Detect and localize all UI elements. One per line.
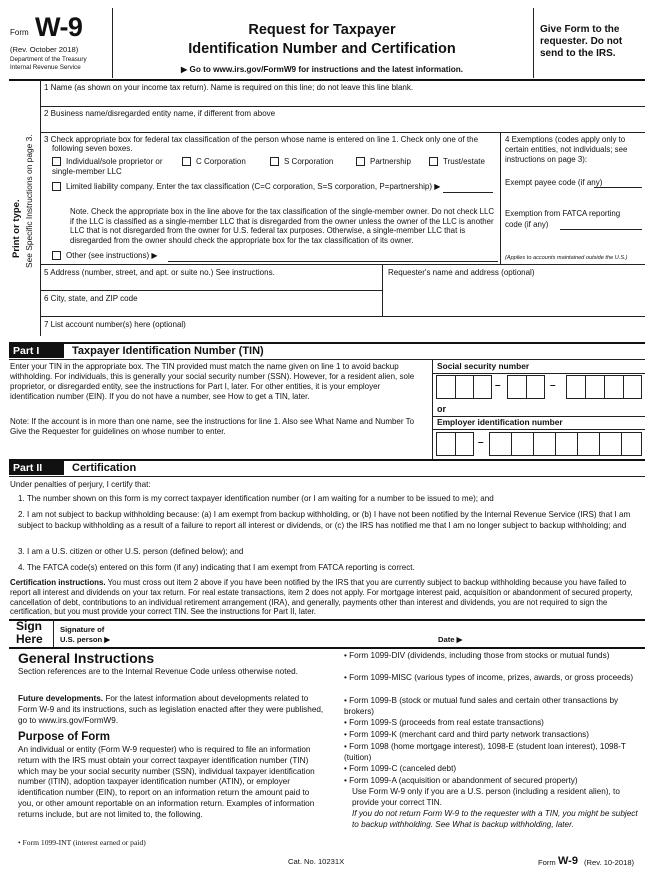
checkbox-s-corp[interactable]: S Corporation [270,157,333,166]
checkbox-box[interactable] [52,182,61,191]
catalog-number: Cat. No. 10231X [288,857,345,866]
cert-item-3: 3. I am a U.S. citizen or other U.S. person (defined below); and [18,547,244,556]
right-bullet-item: • Form 1099-S (proceeds from real estate transactions) [344,718,544,727]
checkbox-llc[interactable]: Limited liability company. Enter the tax classification (C=C corporation, S=S corporation, P=partnership) ▶ [52,182,440,191]
form-number: W-9 [35,12,83,42]
signature-label: Signature of [60,625,105,634]
cert-item-1: 1. The number shown on this form is my correct taxpayer identification number (or I am waiting for a number to be issued to me); and [18,494,494,503]
date-label: Date ▶ [438,635,463,644]
right-bullet-item: • Form 1099-A (acquisition or abandonment of secured property) [344,776,578,785]
llc-note: Note. Check the appropriate box in the line above for the tax classification of the single-member owner. Do not check LLC if the LLC is classified as a single-member LLC that is disregarded from the owner unless the owner of the LLC is another LLC that is not disregarded from the owner for U.S. federal tax purposes. Otherwise, a single-member LLC that is disregarded from the owner should check the appropriate box for the tax classification of its owner. [70,207,495,245]
future-developments: Future developments. For the latest information about developments related to Form W-9 and its instructions, such as legislation enacted after they were published, go to www.irs.gov/FormW9. [18,694,324,725]
line3-label-cont: following seven boxes. [52,144,133,153]
checkbox-trust-estate[interactable]: Trust/estate [429,157,485,166]
signature-field[interactable] [140,622,425,644]
general-title: General Instructions [18,650,155,666]
dept-treasury: Department of the Treasury [10,56,87,63]
purpose-title: Purpose of Form [18,731,111,743]
right-bullet-item: • Form 1099-MISC (various types of income, prizes, awards, or gross proceeds) [344,673,634,682]
right-bullet-item: • Form 1099-K (merchant card and third party network transactions) [344,730,589,739]
line1-label: 1 Name (as shown on your income tax return). Name is required on this line; do not leave this line blank. [44,83,414,92]
backup-withholding-note: If you do not return Form W-9 to the requester with a TIN, you might be subject to backup withholding. See What is backup withholding, later. [352,809,638,829]
exemptions-label: 4 Exemptions (codes apply only to certain entities, not individuals; see instructions on page 3): [505,135,628,164]
form-title-1: Request for Taxpayer [248,22,396,38]
requester-field[interactable] [384,278,644,314]
side-label-see-instructions: See Specific Instructions on page 3. [24,134,34,268]
requester-label: Requester's name and address (optional) [388,268,535,277]
us-person-label: U.S. person ▶ [60,635,111,644]
checkbox-box[interactable] [52,157,61,166]
right-bullet-item: • Form 1099-B (stock or mutual fund sales and certain other transactions by brokers) [344,696,619,716]
line7-label: 7 List account number(s) here (optional) [44,320,186,329]
business-name-field[interactable] [41,119,644,132]
address-field[interactable] [41,278,381,289]
cert-item-4: 4. The FATCA code(s) entered on this form (if any) indicating that I am exempt from FATCA reporting is correct. [18,563,415,572]
account-numbers-field[interactable] [41,329,644,339]
or-label: or [437,404,446,414]
fatca-field[interactable] [560,229,642,230]
ssn-serial-input[interactable] [566,375,642,399]
ssn-label: Social security number [437,361,530,371]
ssn-dash-1: – [495,380,501,391]
footer-form-number: W-9 [558,855,578,867]
right-bullet-item: • Form 1099-DIV (dividends, including those from stocks or mutual funds) [344,651,610,660]
goto-link[interactable]: ▶ Go to www.irs.gov/FormW9 for instructions and the latest information. [180,65,464,74]
side-label-print-type: Print or type. [11,199,22,258]
checkbox-box[interactable] [52,251,61,260]
ssn-dash-2: – [550,380,556,391]
use-w9-note: Use Form W-9 only if you are a U.S. person (including a resident alien), to provide your correct TIN. [352,787,620,807]
checkbox-box[interactable] [270,157,279,166]
checkbox-other[interactable]: Other (see instructions) ▶ [52,251,158,260]
fatca-label: Exemption from FATCA reporting code (if any) [505,209,621,229]
part1-label: Part I [9,344,64,358]
line5-label: 5 Address (number, street, and apt. or suite no.) See instructions. [44,268,275,277]
give-form-note: Give Form to the requester. Do not send to the IRS. [540,24,623,59]
part1-note: Note: If the account is in more than one name, see the instructions for line 1. Also see What Name and Number To Give the Requester for guidelines on whose number to enter. [10,417,415,436]
cert-instructions: Certification instructions. You must cross out item 2 above if you have been notified by the IRS that you are currently subject to backup withholding because you have failed to report all interest and dividends on your tax return. For real estate transactions, item 2 does not apply. For mortgage interest paid, acquisition or abandonment of secured property, cancellation of debt, contributions to an individual retirement arrangement (IRA), and generally, payments other than interest and dividends, you are not required to sign the certification, but you must provide your correct TIN. See the instructions for Part II, later. [10,578,633,617]
line3-label: 3 Check appropriate box for federal tax classification of the person whose name is entered on line 1. Check only one of the [44,135,479,144]
here-word: Here [16,632,43,646]
ein-label: Employer identification number [437,417,563,427]
irs-label: Internal Revenue Service [10,64,81,71]
city-state-zip-field[interactable] [41,303,381,315]
name-field[interactable] [41,93,644,106]
ein-prefix-input[interactable] [436,432,474,456]
right-bullet-item: • Form 1099-C (canceled debt) [344,764,457,773]
llc-tax-class-field[interactable] [443,192,493,193]
general-intro: Section references are to the Internal Revenue Code unless otherwise noted. [18,667,298,676]
part2-label: Part II [9,461,64,475]
ssn-area-input[interactable] [436,375,492,399]
checkbox-box[interactable] [429,157,438,166]
checkbox-partnership[interactable]: Partnership [356,157,411,166]
applies-note: (Applies to accounts maintained outside the U.S.) [505,255,628,261]
exempt-payee-label: Exempt payee code (if any) [505,178,603,187]
part1-text: Enter your TIN in the appropriate box. The TIN provided must match the name given on line 1 to avoid backup withholding. For individuals, this is generally your social security number (SSN). However, for a resident alien, sole proprietor, or disregarded entity, see the instructions for Part I, later. For other entities, it is your employer identification number (EIN). If you do not have a number, see How to get a TIN, later. [10,362,415,401]
form-word: Form [10,28,29,37]
form-title-2: Identification Number and Certification [188,41,456,57]
cert-item-2: 2. I am not subject to backup withholding because: (a) I am exempt from backup withholding, or (b) I have not been notified by the Internal Revenue Service (IRS) that I am subject to backup withholding as a result of a failure to report all interest or dividends, or (c) the IRS has notified me that I am no longer subject to backup withholding; and [18,510,631,530]
part2-intro: Under penalties of perjury, I certify that: [10,480,151,489]
exempt-payee-field[interactable] [594,187,642,188]
ssn-group-input[interactable] [507,375,545,399]
checkbox-c-corp[interactable]: C Corporation [182,157,246,166]
ein-dash: – [478,437,484,448]
purpose-text: An individual or entity (Form W-9 requester) who is required to file an information return with the IRS must obtain your correct taxpayer identification number (TIN) which may be your social security number (SSN), individual taxpayer identification number (ITIN), adoption taxpayer identification number (ATIN), or employer identification number (EIN), to report on an information return the amount paid to you, or other amount reportable on an information return. Examples of information returns include, but are not limited to, the following. [18,745,315,819]
footer-form-word: Form [538,858,556,867]
right-bullet-item: • Form 1098 (home mortgage interest), 1098-E (student loan interest), 1098-T (tuition) [344,742,626,762]
checkbox-box[interactable] [182,157,191,166]
part2-title: Certification [72,462,137,474]
part1-title: Taxpayer Identification Number (TIN) [72,345,264,357]
checkbox-individual[interactable]: Individual/sole proprietor or single-member LLC [52,157,163,176]
bullet-1099-int: • Form 1099-INT (interest earned or paid) [18,838,146,847]
line6-label: 6 City, state, and ZIP code [44,294,138,303]
revision: (Rev. October 2018) [10,45,79,54]
checkbox-box[interactable] [356,157,365,166]
other-field[interactable] [168,261,498,262]
sign-word: Sign [16,619,42,633]
line2-label: 2 Business name/disregarded entity name, if different from above [44,109,276,118]
ein-number-input[interactable] [489,432,642,456]
footer-revision: (Rev. 10-2018) [584,858,635,867]
date-field[interactable] [470,622,640,644]
